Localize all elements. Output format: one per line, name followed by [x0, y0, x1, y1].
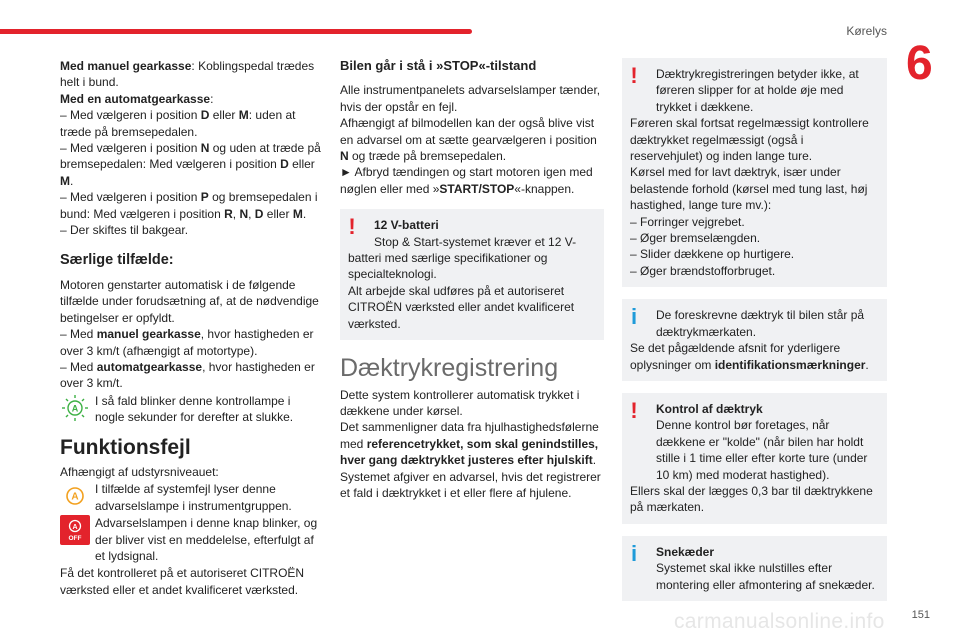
tire-label-info-box	[622, 299, 887, 381]
fault-row-2	[60, 515, 323, 564]
auto-gearbox-label: Med en automatgearkasse:	[60, 91, 214, 106]
warning-icon: !	[348, 214, 356, 240]
off-label: OFF	[68, 535, 82, 543]
tpms-text-2: Det sammenligner data fra hjulhastighedsfølerne med referencetrykket, som skal genindstilles, hver gang dæktrykket justeres efter hjulskift.	[340, 420, 599, 468]
autostart-blinking-icon	[60, 393, 90, 423]
blink-row	[60, 393, 323, 426]
stop-text-2: Afhængigt af bilmodellen kan der også blive vist en advarsel om at sætte gearvælgeren i position N og træde på bremsepedalen.	[340, 116, 597, 164]
manual-gearbox-paragraph: Med manuel gearkasse: Koblingspedal trædes helt i bund.	[60, 59, 315, 90]
info-icon: i	[630, 304, 638, 330]
special-cases-heading: Særlige tilfælde:	[60, 252, 174, 269]
tpms-text-1: Dette system kontrollerer automatisk trykket i dækkene under kørsel.	[340, 387, 580, 418]
battery-warning-box	[340, 209, 604, 340]
auto-item: – Med vælgeren i position D eller M: uden at træde på bremsepedalen.	[60, 108, 296, 139]
note1-list-item: – Forringer vejgrebet.	[630, 214, 745, 229]
autostart-fault-icon	[60, 481, 90, 511]
watermark: carmanualsonline.info	[674, 610, 885, 633]
fault-text-1: I tilfælde af systemfejl lyser denne advarselslampe i instrumentgruppen.	[95, 482, 292, 513]
battery-text-2: Alt arbejde skal udføres på et autoriseret CITROËN værksted eller andet kvalificeret værksted.	[348, 283, 575, 331]
stop-text-3: ► Afbryd tændingen og start motoren igen med nøglen eller med »START/STOP«-knappen.	[340, 165, 593, 196]
tpms-text-3: Systemet afgiver en advarsel, hvis det registrerer et fald i dæktrykket i et eller flere af hjulene.	[340, 469, 601, 500]
fault-end-text: Få det kontrolleret på et autoriseret CITROËN værksted eller et andet kvalificeret værksted.	[60, 566, 305, 597]
chapter-number: 6	[906, 37, 933, 90]
note4-text: Systemet skal ikke nulstilles efter montering eller afmontering af snekæder.	[656, 561, 875, 592]
top-accent-bar	[0, 29, 472, 34]
snow-chains-info-box	[622, 536, 887, 601]
note3-text-b: Ellers skal der lægges 0,3 bar til dæktrykkene på mærkaten.	[630, 483, 873, 515]
auto-item: – Med vælgeren i position P og bremsepedalen i bund: Med vælgeren i position R, N, D eller M.	[60, 190, 318, 221]
note3-title: Kontrol af dæktryk	[656, 401, 763, 416]
column-3	[622, 58, 887, 613]
note1-list-item: – Øger brændstofforbruget.	[630, 263, 776, 278]
note2-text-a: De foreskrevne dæktryk til bilen står på dæktrykmærkaten.	[656, 308, 865, 339]
battery-text: Stop & Start-systemet kræver et 12 V-batteri med særlige specifikationer og specialteknologi.	[348, 234, 577, 282]
tpms-heading: Dæktrykregistrering	[340, 354, 559, 383]
column-2	[340, 58, 604, 501]
note4-title: Snekæder	[656, 544, 715, 559]
special-item: – Med manuel gearkasse, hvor hastigheden er over 3 km/t (afhængigt af motortype).	[60, 327, 314, 358]
svg-text:A: A	[71, 403, 79, 414]
reverse-item: – Der skiftes til bakgear.	[60, 223, 189, 238]
battery-title: 12 V-batteri	[374, 218, 439, 233]
malfunction-intro: Afhængigt af udstyrsniveauet:	[60, 464, 219, 479]
auto-item: – Med vælgeren i position N og uden at træde på bremsepedalen: Med vælgeren i position D eller M.	[60, 141, 321, 188]
warning-icon: !	[630, 397, 638, 423]
note1-text-a: Dæktrykregistreringen betyder ikke, at føreren slipper for at holde øje med trykket i dækkene.	[656, 67, 859, 114]
blink-text: I så fald blinker denne kontrollampe i nogle sekunder for derefter at slukke.	[95, 393, 294, 425]
column-1	[60, 58, 323, 598]
stop-mode-heading: Bilen går i stå i »STOP«-tilstand	[340, 58, 537, 73]
warning-icon: !	[630, 63, 638, 88]
stop-text-1: Alle instrumentpanelets advarselslamper tænder, hvis der opstår en fejl.	[340, 83, 601, 114]
pressure-check-warning-box	[622, 393, 887, 524]
page-number: 151	[911, 609, 930, 621]
autostart-off-button-icon	[60, 515, 90, 545]
note2-text-b: Se det pågældende afsnit for yderligere oplysninger om identifikationsmærkninger.	[630, 341, 869, 372]
special-cases-intro: Motoren genstarter automatisk i de følgende tilfælde under forudsætning af, at de nødvendige betingelser er opfyldt.	[60, 277, 319, 325]
note1-list-item: – Øger bremselængden.	[630, 231, 761, 246]
note1-list-item: – Slider dækkene op hurtigere.	[630, 247, 795, 262]
note1-text-c: Kørsel med for lavt dæktryk, især under belastende forhold (kørsel med tung last, høj hastighed, lange ture mv.):	[630, 165, 868, 213]
note1-text-b: Føreren skal fortsat regelmæssigt kontrollere dæktrykket regelmæssigt (også i reservehjulet) og inden lange ture.	[630, 116, 869, 164]
tpms-warning-box	[622, 58, 887, 287]
note3-text-a: Denne kontrol bør foretages, når dækkene er "kolde" (når bilen har holdt stille i 1 time eller efter korte ture (under 10 km) med moderat hastighed).	[656, 418, 868, 482]
svg-text:A: A	[72, 524, 78, 532]
section-title: Kørelys	[846, 24, 887, 38]
special-item: – Med automatgearkasse, hvor hastigheden er over 3 km/t.	[60, 359, 315, 391]
svg-text:A: A	[71, 491, 79, 503]
info-icon: i	[630, 540, 638, 566]
malfunction-heading: Funktionsfejl	[60, 435, 191, 459]
fault-row-1	[60, 481, 323, 514]
fault-text-2: Advarselslampen i denne knap blinker, og der bliver vist en meddelelse, efterfulgt af et lydsignal.	[95, 516, 318, 563]
